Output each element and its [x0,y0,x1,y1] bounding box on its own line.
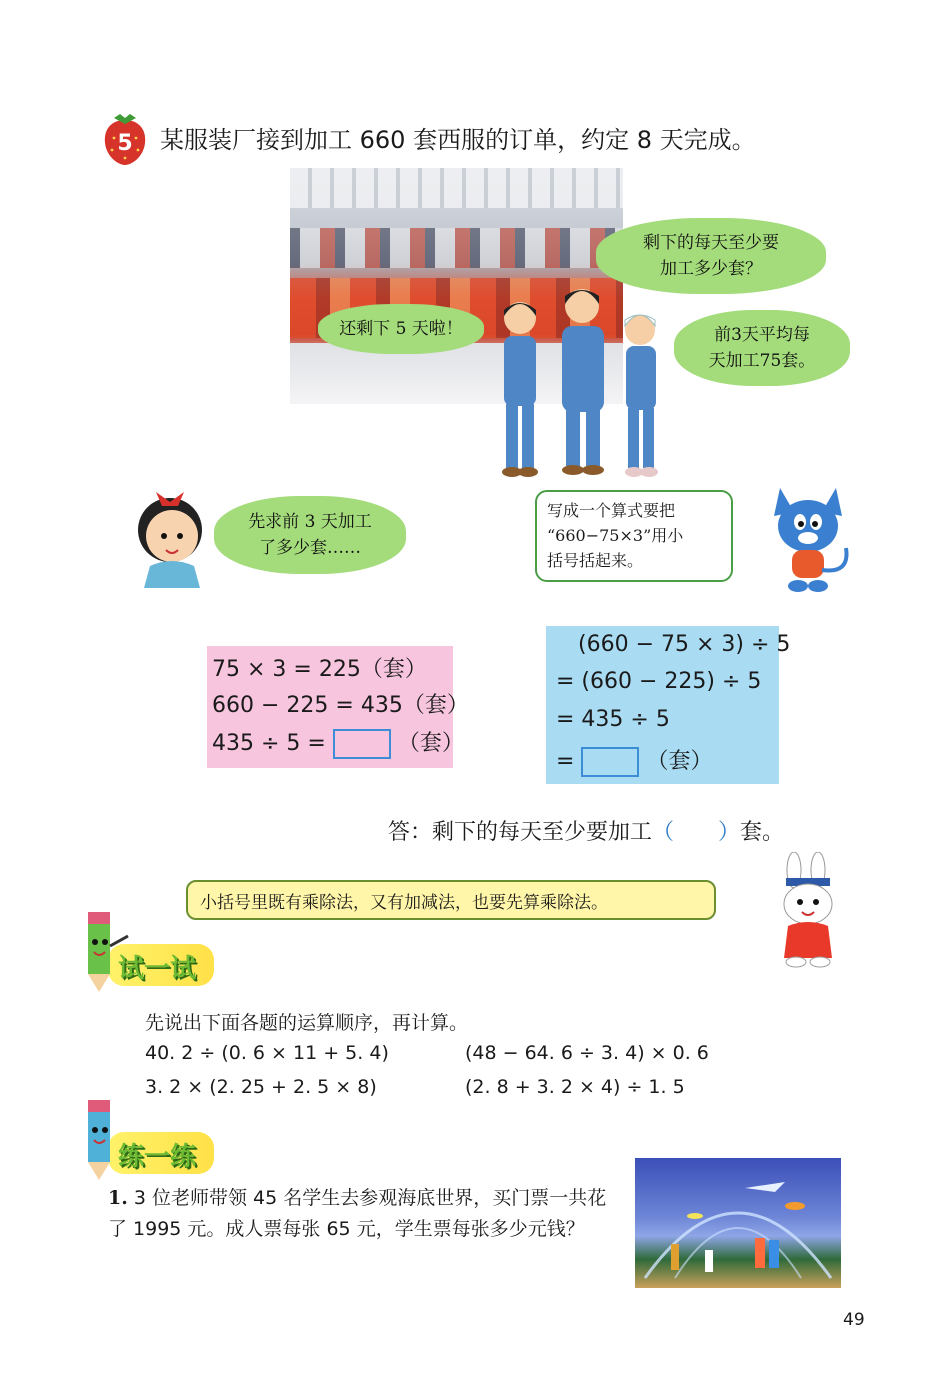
calc-step-2: 660 − 225 = 435（套） [212,693,469,718]
try-item-1: 40. 2 ÷ (0. 6 × 11 + 5. 4) [145,1042,389,1064]
expr-line-3: = 435 ÷ 5 [556,707,670,732]
aquarium-illustration [635,1158,841,1288]
practice-question-1: 1. 3 位老师带领 45 名学生去参观海底世界，买门票一共花了 1995 元。成人票每张 65 元，学生票每张多少元钱？ [108,1187,607,1240]
combined-expression-method [546,626,791,784]
page-number: 49 [843,1310,865,1330]
practice-section-label: 练一练 [118,1142,197,1172]
rabbit-hint-bubble: 小括号里既有乘除法，又有加减法，也要先算乘除法。 [186,880,716,920]
cat-character [760,478,856,596]
speech-bubble-girl: 先求前 3 天加工 了多少套…… [214,496,406,574]
problem-text: 某服装厂接到加工 660 套西服的订单，约定 8 天完成。 [160,126,756,154]
try-item-3: 3. 2 × (2. 25 + 2. 5 × 8) [145,1076,377,1098]
calc-step-3: 435 ÷ 5 = （套） [212,726,464,759]
try-item-2: (48 − 64. 6 ÷ 3. 4) × 0. 6 [465,1042,709,1064]
expr-line-4: = （套） [556,744,712,777]
girl-character [126,476,216,588]
answer-blank-blue[interactable] [581,747,639,777]
answer-blank-pink[interactable] [333,729,391,759]
speech-bubble-question: 剩下的每天至少要 加工多少套？ [596,218,826,294]
workers-illustration [490,278,670,484]
strawberry-number-icon [100,110,150,166]
try-item-4: (2. 8 + 3. 2 × 4) ÷ 1. 5 [465,1076,685,1098]
try-section-label: 试一试 [118,954,197,984]
answer-line: 答：剩下的每天至少要加工（ ）套。 [388,820,785,845]
expr-line-2: = (660 − 225) ÷ 5 [556,669,762,694]
expr-line-1: (660 − 75 × 3) ÷ 5 [578,632,791,657]
speech-bubble-cat: 写成一个算式要把 “660−75×3”用小 括号括起来。 [535,490,733,582]
try-instruction: 先说出下面各题的运算顺序，再计算。 [145,1012,469,1034]
problem-number: 5 [117,131,133,156]
step-by-step-method [207,646,469,768]
calc-step-1: 75 × 3 = 225（套） [212,657,427,682]
rabbit-character [766,852,850,970]
speech-bubble-remaining: 还剩下 5 天啦！ [318,304,484,354]
speech-bubble-average: 前3天平均每 天加工75套。 [674,310,850,386]
